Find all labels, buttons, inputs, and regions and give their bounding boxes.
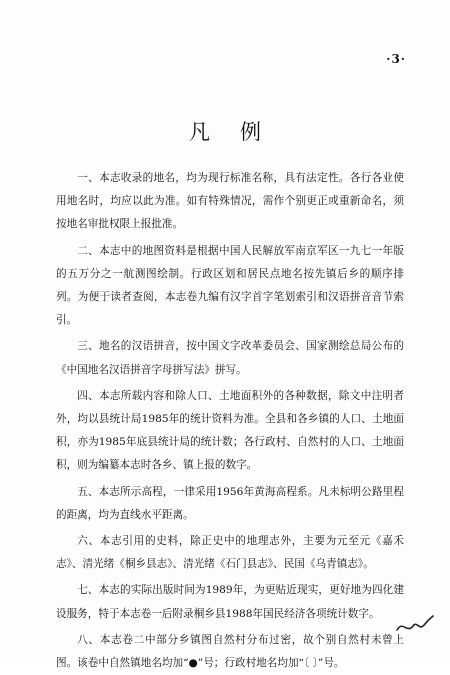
page-number: ·3· <box>386 52 406 66</box>
note-paragraph-5: 五、本志所示高程，一律采用1956年黄海高程系。凡未标明公路里程的距离，均为直线水平距离。 <box>56 485 404 521</box>
notes-body <box>56 167 404 675</box>
note-paragraph-7: 七、本志的实际出版时间为1989年，为更贴近现实，更好地为四化建设服务，特于本志卷一后附录桐乡县1988年国民经济各项统计数字。 <box>56 584 404 620</box>
note-paragraph-8: 八、本志卷二中部分乡镇图自然村分布过密，故个别自然村未曾上图。该卷中自然镇地名均加“●”号；行政村地名均加“〔 〕”号。 <box>56 633 404 670</box>
note-paragraph-6: 六、本志引用的史料，除正史中的地理志外，主要为元至元《嘉禾志》、清光绪《桐乡县志》、清光绪《石门县志》、民国《乌青镇志》。 <box>56 535 404 571</box>
page-title: 凡例 <box>189 120 291 144</box>
note-paragraph-4: 四、本志所载内容和除人口、土地面积外的各种数据，除文中注明者外，均以县统计局1985年的统计资料为准。全县和各乡镇的人口、土地面积，亦为1985年底县统计局的统计数；各行政村、自然村的人口、土地面积，则为编纂本志时各乡、镇上报的数字。 <box>56 389 404 472</box>
note-paragraph-3: 三、地名的汉语拼音，按中国文字改革委员会、国家测绘总局公布的《中国地名汉语拼音字母拼写法》拼写。 <box>56 340 404 376</box>
handwritten-mark <box>395 612 435 636</box>
note-paragraph-1: 一、本志收录的地名，均为现行标准名称，具有法定性。各行各业使用地名时，均应以此为准。如有特殊情况，需作个别更正或重新命名，须按地名审批权限上报批准。 <box>56 172 404 231</box>
note-paragraph-2: 二、本志中的地图资料是根据中国人民解放军南京军区一九七一年版的五万分之一航测图绘制。行政区划和居民点地名按先镇后乡的顺序排列。为便于读者查阅，本志卷九编有汉字首字笔划索引和汉语拼音音节索引。 <box>56 244 404 327</box>
